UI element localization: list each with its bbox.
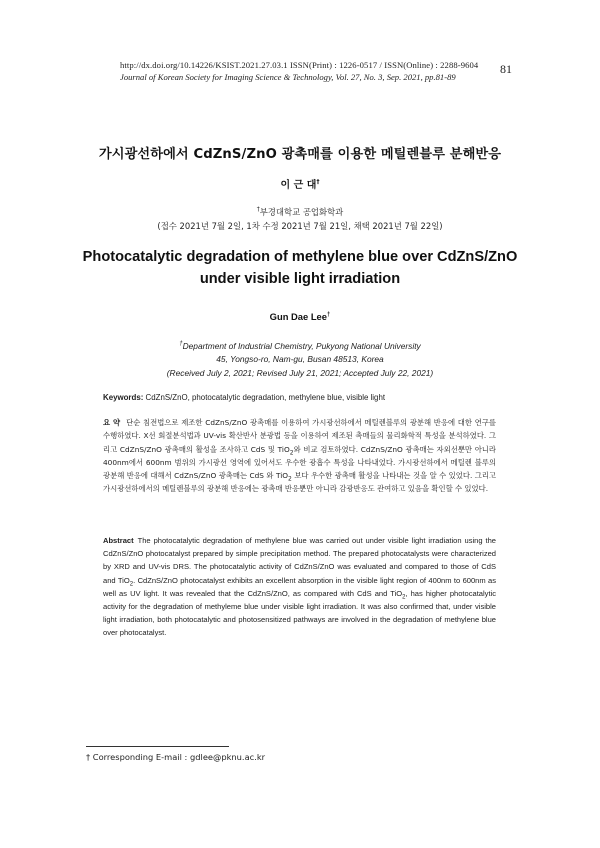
korean-dates: (접수 2021년 7월 2일, 1차 수정 2021년 7월 21일, 채택 2021년 7월 22일) xyxy=(157,221,443,231)
english-dates: (Received July 2, 2021; Revised July 21, 2021; Accepted July 22, 2021) xyxy=(166,367,434,378)
footnote-rule xyxy=(86,746,229,747)
english-author-mark: † xyxy=(326,311,331,318)
english-abstract-text-2: . CdZnS/ZnO photocatalyst exhibits an excellent absorption in the visible light region of 400nm to 600nm as well as UV light. It was revealed that the CdZnS/ZnO, as compared with CdS and TiO xyxy=(103,575,496,598)
korean-abstract xyxy=(103,416,496,496)
korean-abstract-sub-1: 2 xyxy=(289,449,294,457)
doi-issn-line: http://dx.doi.org/10.14226/KSIST.2021.27.03.1 ISSN(Print) : 1226-0517 / ISSN(Online) : 2288-9604 xyxy=(120,60,479,70)
english-affiliation-line2: 45, Yongso-ro, Nam-gu, Busan 48513, Korea xyxy=(216,354,384,365)
keywords-label: Keywords: xyxy=(103,393,144,402)
english-affiliation-mark: † xyxy=(179,341,183,348)
english-affiliation xyxy=(0,340,600,380)
corresponding-author-footnote: † Corresponding E-mail : gdlee@pknu.ac.kr xyxy=(86,752,266,762)
korean-author-mark: † xyxy=(316,178,320,186)
korean-author xyxy=(0,176,600,191)
korean-affiliation-mark: † xyxy=(256,206,260,214)
journal-citation-line: Journal of Korean Society for Imaging Science & Technology, Vol. 27, No. 3, Sep. 2021, pp.81-89 xyxy=(120,72,456,82)
keywords xyxy=(103,393,385,402)
korean-abstract-text-2: 와 비교 검토하였다. CdZnS/ZnO 광촉매는 자외선뿐만 아니라 400nm에서 600nm 범위의 가시광선 영역에 있어서도 우수한 광흡수 특성을 나타내었다. 가시광선하에서 메틸렌 블루의 광분해 반응에 대해서 CdZnS/ZnO 광촉매는 CdS 와 TiO xyxy=(103,444,496,481)
english-title-line2: under visible light irradiation xyxy=(199,271,401,287)
korean-abstract-text-1: 단순 침전법으로 제조한 CdZnS/ZnO 광촉매를 이용하여 가시광선하에서 메틸렌블루의 광분해 반응에 대한 연구를 수행하였다. X선 회절분석법과 UV-vis 확산반사 분광법 등을 이용하여 제조된 촉매들의 물리화학적 특성을 분석하였다. 그리고 CdZnS/ZnO 광촉매의 활성을 조사하고 CdS 및 TiO xyxy=(103,418,496,454)
english-author xyxy=(0,311,600,322)
english-abstract-text-1: The photocatalytic degradation of methylene blue was carried out under visible light irradiation using the CdZnS/ZnO photocatalyst prepared by simple precipitation method. The prepared photocatalysts were characterized by XRD and UV-vis DRS. The photocatalytic activity of CdZnS/ZnO was evaluated and compared to those of CdS and TiO xyxy=(103,536,496,585)
korean-abstract-text-3: 보다 우수한 광촉매 활성을 나타내는 것을 알 수 있었다. 그리고 가시광선하에서의 메틸렌블루의 광분해 반응에는 광촉매 반응뿐만 아니라 감광반응도 관여하고 있음을 확인할 수 있었다. xyxy=(103,471,497,494)
english-abstract-sub-2: 2 xyxy=(402,594,406,601)
korean-abstract-label: 요 약 xyxy=(103,418,121,427)
korean-abstract-sub-2: 2 xyxy=(288,475,292,483)
english-abstract-label: Abstract xyxy=(103,536,134,545)
english-author-name: Gun Dae Lee xyxy=(269,311,327,322)
english-affiliation-dept: Department of Industrial Chemistry, Pukyong National University xyxy=(182,341,421,351)
korean-title: 가시광선하에서 CdZnS/ZnO 광촉매를 이용한 메틸렌블루 분해반응 xyxy=(98,147,502,162)
english-title-line1: Photocatalytic degradation of methylene blue over CdZnS/ZnO xyxy=(82,249,518,265)
korean-affiliation xyxy=(0,206,600,218)
page-number: 81 xyxy=(500,62,512,76)
english-title xyxy=(0,246,600,290)
english-abstract-text-3: , has higher photocatalytic activity for the degradation of methyleme blue under visible light irradiation. It was also confirmed that, under visible light irradiation, both photocatalytic and photosensitized pathways are involved in the degradation of methylene blue over photocatalyst. xyxy=(103,588,496,638)
english-affiliation-line1 xyxy=(0,340,600,353)
korean-affiliation-text: 부경대학교 공업화학과 xyxy=(259,207,344,217)
keywords-text: CdZnS/ZnO, photocatalytic degradation, methylene blue, visible light xyxy=(145,393,386,402)
korean-author-name: 이 근 대 xyxy=(280,180,317,191)
english-abstract xyxy=(103,534,496,640)
english-abstract-sub-1: 2 xyxy=(129,581,134,588)
